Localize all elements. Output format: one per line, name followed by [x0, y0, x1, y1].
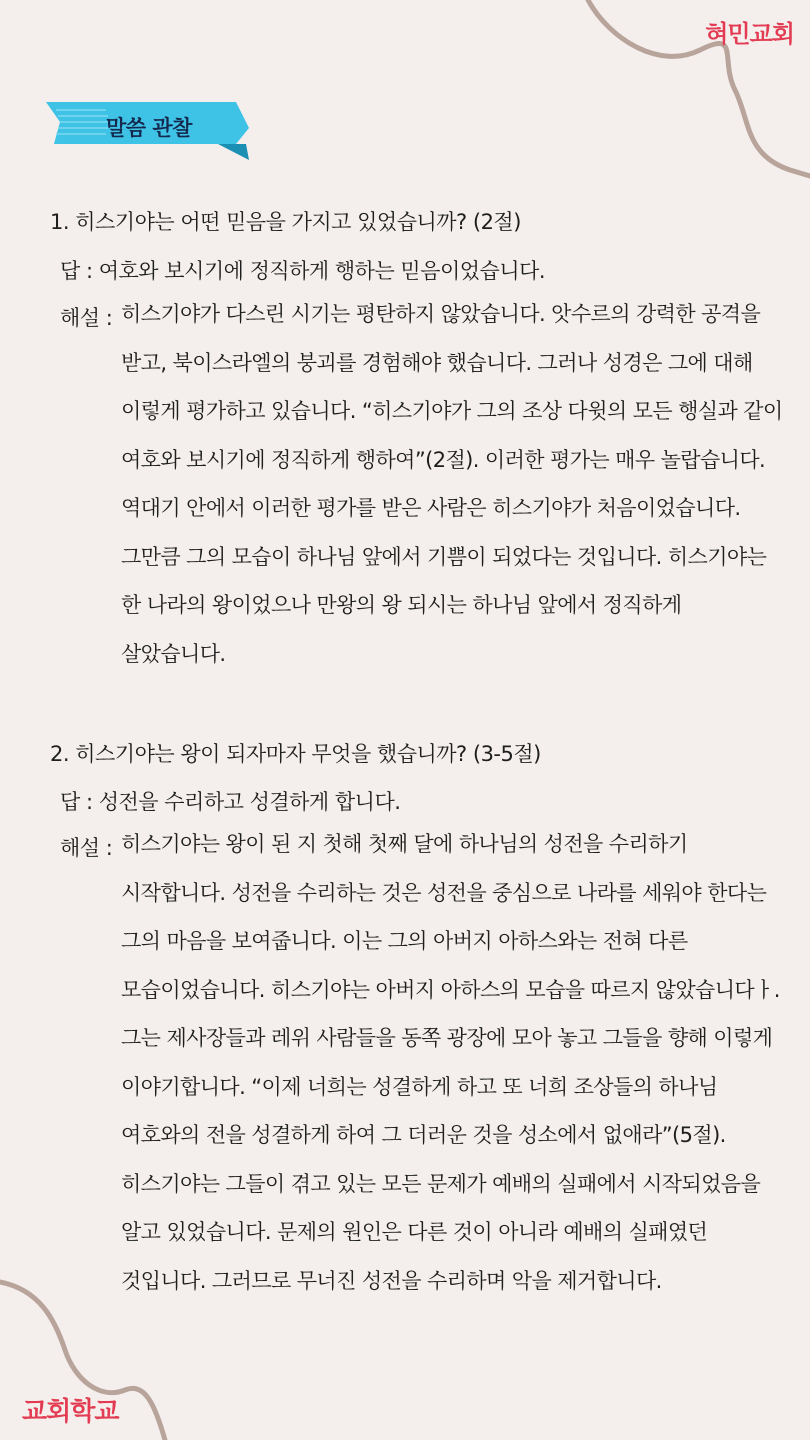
question-2: 2. 히스기야는 왕이 되자마자 무엇을 했습니까? (3-5절): [50, 742, 541, 766]
explanation-label-1: 해설 :: [60, 306, 113, 330]
brand-logo-top: 혀민교회: [705, 20, 794, 48]
question-1: 1. 히스기야는 어떤 믿음을 가지고 있었습니까? (2절): [50, 210, 521, 234]
answer-1: 답 : 여호와 보시기에 정직하게 행하는 믿음이었습니다.: [60, 259, 546, 283]
section-banner: [46, 100, 256, 162]
brand-logo-bottom: 교회학교: [22, 1397, 119, 1427]
explanation-2: 히스기야는 왕이 된 지 첫해 첫째 달에 하나님의 성전을 수리하기 시작합니다. 성전을 수리하는 것은 성전을 중심으로 나라를 세워야 한다는 그의 마음을 보여줍니다. 이는 그의 아버지 아하스와는 전혀 다른 모습이었습니다. 히스기야는 아버지 아하스의 모습을 따르지 않았습니다ㅏ. 그는 제사장들과 레위 사람들을 동쪽 광장에 모아 놓고 그들을 향해 이렇게 이야기합니다. “이제 너희는 성결하게 하고 또 너희 조상들의 하나님 여호와의 전을 성결하게 하여 그 더러운 것을 성소에서 없애라”(5절). 히스기야는 그들이 겪고 있는 모든 문제가 예배의 실패에서 시작되었음을 알고 있었습니다. 문제의 원인은 다른 것이 아니라 예배의 실패였던 것입니다. 그러므로 무너진 성전을 수리하며 악을 제거합니다.: [121, 832, 780, 1293]
banner-title: 말씀 관찰: [106, 116, 192, 140]
explanation-1: 히스기야가 다스린 시기는 평탄하지 않았습니다. 앗수르의 강력한 공격을 받고, 북이스라엘의 붕괴를 경험해야 했습니다. 그러나 성경은 그에 대해 이렇게 평가하고 있습니다. “히스기야가 그의 조상 다윗의 모든 행실과 같이 여호와 보시기에 정직하게 행하여”(2절). 이러한 평가는 매우 놀랍습니다. 역대기 안에서 이러한 평가를 받은 사람은 히스기야가 처음이었습니다. 그만큼 그의 모습이 하나님 앞에서 기쁨이 되었다는 것입니다. 히스기야는 한 나라의 왕이었으나 만왕의 왕 되시는 하나님 앞에서 정직하게 살았습니다.: [121, 302, 783, 666]
explanation-label-2: 해설 :: [60, 836, 113, 860]
answer-2: 답 : 성전을 수리하고 성결하게 합니다.: [60, 790, 401, 814]
